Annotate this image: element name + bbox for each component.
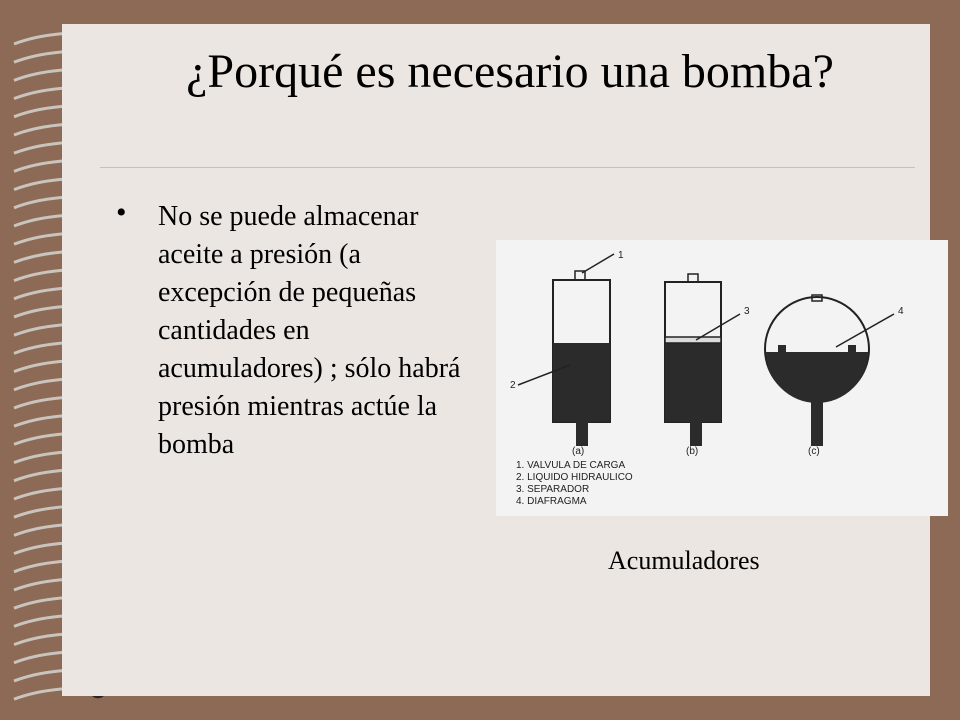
accumulators-figure [496,240,948,516]
title-divider [100,167,915,168]
hydraulic-fluid-c [766,352,868,403]
hydraulic-fluid-a [553,343,610,422]
panel-label-b: (b) [686,446,699,457]
separator-b [665,337,721,343]
bullet-marker: • [116,196,127,229]
figure-caption: Acumuladores [608,546,760,575]
hydraulic-fluid-b [665,343,721,422]
slide-title: ¿Porqué es necesario una bomba? [186,45,834,98]
legend-item-3: 3. SEPARADOR [516,484,590,495]
legend-item-4: 4. DIAFRAGMA [516,496,587,507]
legend-item-1: 1. VALVULA DE CARGA [516,460,626,471]
panel-label-c: (c) [808,446,820,457]
callout-4: 4 [898,306,904,317]
panel-label-a: (a) [572,446,585,457]
accumulator-c [765,295,894,446]
accumulator-b [665,274,740,446]
bullet-text: No se puede almacenar aceite a presión (a excepción de pequeñas cantidades en acumuladores) ; sólo habrá presión mientras actúe la bomba [158,201,461,460]
accumulator-a [518,254,614,446]
callout-1: 1 [618,250,624,261]
callout-2: 2 [510,380,516,391]
legend-item-2: 2. LIQUIDO HIDRAULICO [516,472,633,483]
callout-3: 3 [744,306,750,317]
